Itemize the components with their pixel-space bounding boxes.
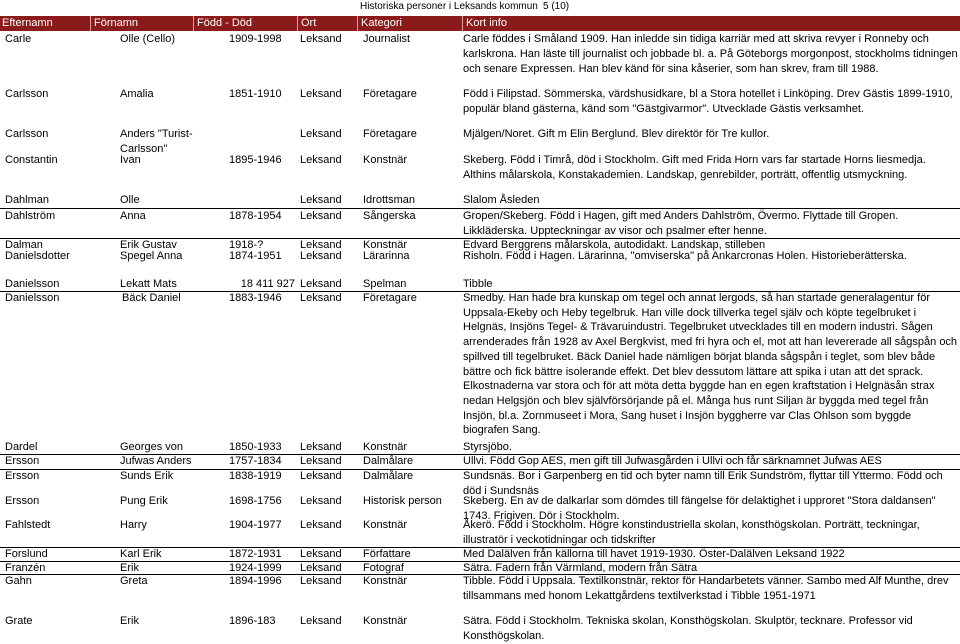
table-row [0,32,960,77]
cell-category: Konstnär [363,154,408,166]
document-title: Historiska personer i Leksands kommun [360,1,538,12]
column-header-dates[interactable]: Född - Död [197,17,253,29]
cell-first-name: Ivan [120,154,141,166]
cell-first-name: Harry [120,519,147,531]
table-header [0,16,960,31]
cell-last-name: Dalman [5,239,43,251]
cell-last-name: Danielsdotter [5,250,70,262]
cell-last-name: Danielsson [5,292,60,304]
cell-category: Sångerska [363,210,416,222]
cell-dates: 18 411 927 [240,278,295,290]
cell-dates: 1924-1999 [229,562,282,574]
cell-place: Leksand [300,548,342,560]
cell-category: Konstnär [363,575,408,587]
cell-info: Gropen/Skeberg. Född i Hagen, gift med Anders Dahlström, Övermo. Flyttade till Gropen. Likkläderska. Uppteckningar av visor och psalmer efter henne. [463,210,899,237]
cell-first-name: Pung Erik [120,495,168,507]
cell-dates: 1874-1951 [229,250,282,262]
table-row [0,193,960,208]
cell-first-name: Georges von [120,441,183,453]
column-header-category[interactable]: Kategori [361,17,402,29]
cell-info: Styrsjöbo. [463,441,512,453]
cell-first-name: Spegel Anna [120,250,183,262]
cell-category: Företagare [363,128,417,140]
cell-last-name: Ersson [5,470,40,482]
cell-info: Edvard Berggrens målarskola, autodidakt. Landskap, stilleben [463,239,766,251]
column-header-place[interactable]: Ort [301,17,317,29]
cell-dates: 1909-1998 [229,33,282,45]
cell-first-name: Erik Gustav [120,239,177,251]
cell-dates: 1698-1756 [229,495,282,507]
cell-place: Leksand [300,519,342,531]
cell-dates: 1904-1977 [229,519,282,531]
cell-info: Risholn. Född i Hagen. Lärarinna, "omviserska" på Ankarcronas Holen. Historieberätterska. [463,250,907,262]
cell-place: Leksand [300,495,342,507]
cell-info: Smedby. Han hade bra kunskap om tegel och annat lergods, så han startade generalagentur för Uppsala-Ekeby och Heby tegelbruk. Han ville dock tillverka tegel själv och köpte tegelbruket i Helgnäs, Insjöns Tegel- & Trävaruindustri. Tegelbruket utvecklades till en modern industri. Sågen arrenderades från 1928 av Axel Bergkvist, med fri hyra och el, mot att han levererade all sågspån och spillved till tegelbruket. Bäck Daniel hade nämligen börjat blanda sågspån i teglet, som blev både bättre och fick bättre isolerande effekt. Det blev dessutom lättare att spika i utan att det sprack. Elkostnaderna var stora och för att möta detta byggde han en egen kraftstation i Helgnäsån strax nedan Helgsjön och blev självförsörjande på el. Många hus runt Siljan är byggda med tegel från Insjön, bl.a. Zornmuseet i Mora, Sang huset i Insjön byggherre var Clas Ohlson som byggde biografen Sang. [463,292,958,437]
cell-info: Carle föddes i Småland 1909. Han inledde sin tidiga karriär med att skriva revyer i Ronneby och karlskrona. Han läste till journalist och jobbade bl. a. På Göteborgs morgonpost, stockholms tidningen och senare Expressen. Han blev känd för sina kåserier, som han skrev, fram till 1988. [463,33,958,75]
table-row [0,614,960,642]
cell-first-name: Lekatt Mats [120,278,177,290]
cell-first-name: Erik [120,615,139,627]
column-header-last-name[interactable]: Efternamn [2,17,53,29]
cell-category: Lärarinna [363,250,410,262]
cell-last-name: Dahlman [5,194,50,206]
cell-place: Leksand [300,250,342,262]
cell-first-name: Karl Erik [120,548,162,560]
cell-dates: 1872-1931 [229,548,282,560]
table-body [0,31,960,644]
cell-last-name: Dahlström [5,210,56,222]
cell-last-name: Fahlstedt [5,519,51,531]
cell-dates: 1838-1919 [229,470,282,482]
cell-last-name: Dardel [5,441,38,453]
cell-place: Leksand [300,575,342,587]
cell-info: Mjälgen/Noret. Gift m Elin Berglund. Blev direktör för Tre kullor. [463,128,770,140]
table-row [0,440,960,455]
cell-place: Leksand [300,194,342,206]
table-row [0,547,960,562]
cell-last-name: Carlsson [5,88,49,100]
column-header-info[interactable]: Kort info [466,17,507,29]
cell-category: Företagare [363,292,417,304]
cell-dates: 1878-1954 [229,210,282,222]
cell-last-name: Franzén [5,562,46,574]
page-number: 5 (10) [543,1,570,12]
cell-first-name: Erik [120,562,139,574]
cell-info: Tibble. Född i Uppsala. Textilkonstnär, rektor för Handarbetets vänner. Sambo med Alf Munthe, drev tillsammans med honom Lekattgårdens textilverkstad i Tibble 1951-1971 [463,575,949,602]
table-row [0,153,960,183]
cell-info: Åkerö. Född i Stockholm. Högre konstindustriella skolan, konsthögskolan. Porträtt, teckningar, illustratör i veckotidningar och tidskrifter [463,519,920,546]
cell-info: Ullvi. Född Gop AES, men gift till Jufwasgården i Ullvi och får särknamnet Jufwas AES [463,455,882,467]
cell-place: Leksand [300,154,342,166]
cell-last-name: Gahn [5,575,32,587]
cell-info: Sundsnäs. Bor i Garpenberg en tid och byter namn till Erik Sundström, flyttar till Yttermo. Född och död i Sundsnäs [463,470,943,497]
cell-last-name: Danielsson [5,278,60,290]
cell-dates: 1918-? [229,239,264,251]
cell-place: Leksand [300,88,342,100]
cell-info: Sätra. Född i Stockholm. Tekniska skolan, Konsthögskolan. Skulptör, tecknare. Professor vid Konsthögskolan. [463,615,913,642]
table-row [0,87,960,119]
cell-info: Skeberg. Född i Timrå, död i Stockholm. Gift med Frida Horn vars far startade Horns liesmedja. Althins målarskola, Konstakademien. Landskap, genrebilder, porträtt, offentlig utsmyckning. [463,154,926,181]
cell-first-name: Anna [120,210,146,222]
cell-category: Konstnär [363,615,408,627]
table-row [0,454,960,469]
cell-last-name: Grate [5,615,33,627]
cell-place: Leksand [300,278,342,290]
cell-place: Leksand [300,455,342,467]
cell-category: Författare [363,548,411,560]
cell-dates: 1894-1996 [229,575,282,587]
table-row [0,574,960,604]
cell-first-name: Olle [120,194,140,206]
cell-dates: 1757-1834 [229,455,282,467]
table-row [0,249,960,264]
cell-dates: 1895-1946 [229,154,282,166]
cell-info: Slalom Åsleden [463,194,540,206]
cell-category: Dalmålare [363,455,414,467]
cell-dates: 1851-1910 [229,88,282,100]
cell-place: Leksand [300,292,342,304]
cell-category: Fotograf [363,562,404,574]
cell-dates: 1850-1933 [229,441,282,453]
cell-first-name: Bäck Daniel [122,292,181,304]
cell-place: Leksand [300,441,342,453]
cell-info: Född i Filipstad. Sömmerska, värdshusidkare, bl a Stora hotellet i Linköping. Drev Gästis 1899-1910, populär bland gästerna, känd som "Gästgivarmor". Utvecklade Gästis verksamhet. [463,88,953,115]
cell-dates: 1883-1946 [229,292,282,304]
cell-first-name: Greta [120,575,148,587]
cell-info: Sätra. Fadern från Värmland, modern från Sätra [463,562,698,574]
cell-place: Leksand [300,470,342,482]
cell-last-name: Carle [5,33,32,45]
cell-first-name: Sunds Erik [120,470,174,482]
cell-place: Leksand [300,239,342,251]
cell-category: Idrottsman [363,194,415,206]
cell-category: Företagare [363,88,417,100]
cell-last-name: Constantin [5,154,58,166]
cell-place: Leksand [300,210,342,222]
cell-first-name: Anders "Turist-Carlsson" [120,128,193,155]
cell-place: Leksand [300,615,342,627]
cell-category: Historisk person [363,495,442,507]
cell-category: Konstnär [363,441,408,453]
column-header-first-name[interactable]: Förnamn [94,17,139,29]
cell-last-name: Ersson [5,455,40,467]
cell-place: Leksand [300,562,342,574]
table-row [0,518,960,548]
table-row [0,209,960,239]
cell-last-name: Forslund [5,548,48,560]
cell-last-name: Ersson [5,495,40,507]
cell-first-name: Jufwas Anders [120,455,192,467]
cell-place: Leksand [300,33,342,45]
cell-category: Spelman [363,278,407,290]
cell-last-name: Carlsson [5,128,49,140]
cell-first-name: Olle (Cello) [120,33,176,45]
cell-category: Konstnär [363,239,408,251]
cell-category: Dalmålare [363,470,414,482]
cell-info: Tibble [463,278,493,290]
table-row [0,277,960,292]
cell-place: Leksand [300,128,342,140]
cell-first-name: Amalia [120,88,154,100]
cell-category: Konstnär [363,519,408,531]
cell-info: Med Dalälven från källorna till havet 1919-1930. Öster-Dalälven Leksand 1922 [463,548,845,560]
cell-dates: 1896-183 [229,615,276,627]
cell-category: Journalist [363,33,411,45]
cell-info: Skeberg. En av de dalkarlar som dömdes till fängelse för delaktighet i upproret "Stora daldansen" 1743. Frigiven. Dör i Stockholm. [463,495,936,522]
page-header [0,0,960,16]
table-row [0,291,960,441]
